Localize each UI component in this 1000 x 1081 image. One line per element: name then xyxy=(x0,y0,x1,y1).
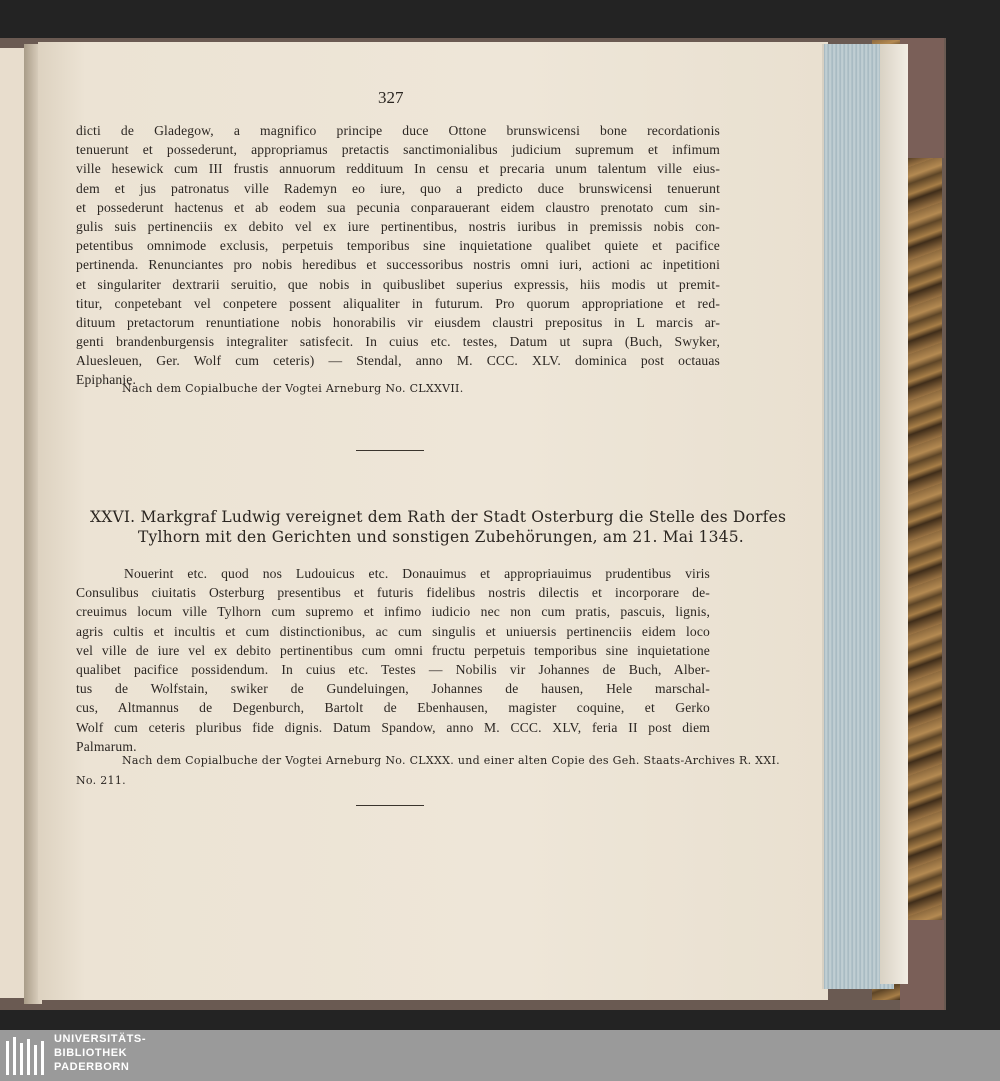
text-line: tenuerunt et possederunt, appropriamus pretactis sanctimonialibus judicium supremum et infimum xyxy=(76,142,720,158)
text-line: pertinenda. Renunciantes pro nobis heredibus et successoribus nostris omni iuri, actioni ac inpetitioni xyxy=(76,257,720,273)
text-line: qualibet pacifice possidendum. In cuius etc. Testes — Nobilis vir Johannes de Buch, Alber- xyxy=(76,661,710,677)
text-line: et possederunt hactenus et ab eodem sua pecunia conparauerant eidem claustro prenotato cum sin- xyxy=(76,199,720,215)
text-line: Epiphanie. xyxy=(76,372,137,388)
source-note-1: Nach dem Copialbuche der Vogtei Arneburg No. CLXXVII. xyxy=(122,382,464,395)
page-edges-light xyxy=(880,44,908,984)
text-line: vel ville de iure vel ex debito pertinentibus cum omni fructu perpetuis temporibus sine inquietatione xyxy=(76,642,710,658)
footer-line-1: UNIVERSITÄTS- xyxy=(54,1033,147,1045)
footer-line-3: PADERBORN xyxy=(54,1061,130,1073)
text-line: petentibus omnimode exclusis, perpetuis temporibus sine inquietatione qualibet quiete et pacifice xyxy=(76,238,720,254)
text-line: dicti de Gladegow, a magnifico principe duce Ottone brunswicensi bone recordationis xyxy=(76,123,720,138)
text-line: creuimus locum ville Tylhorn cum supremo et infimo iudicio nec non cum pratis, pascuis, lignis, xyxy=(76,604,710,620)
text-line: Palmarum. xyxy=(76,738,137,754)
section-divider-2 xyxy=(356,805,424,806)
text-line: cus, Altmannus de Degenburch, Bartolt de Ebenhausen, magister coquine, et Gerko xyxy=(76,700,710,716)
text-line: Aluesleuen, Ger. Wolf cum ceteris) — Stendal, anno M. CCC. XLV. dominica post octauas xyxy=(76,353,720,369)
section-heading-line-2: Tylhorn mit den Gerichten und sonstigen Zubehörungen, am 21. Mai 1345. xyxy=(138,528,744,546)
text-line: agris cultis et incultis et cum distinctionibus, ac cum singulis et uniuersis pertinenciis eidem loco xyxy=(76,623,710,639)
text-line: tus de Wolfstain, swiker de Gundeluingen, Johannes de hausen, Hele marschal- xyxy=(76,681,710,697)
text-line: titur, conpetebant vel conpetere possent aliqualiter in futurum. Pro quorum appropriatione et red- xyxy=(76,295,720,311)
footer-line-2: BIBLIOTHEK xyxy=(54,1047,128,1059)
text-line: gulis suis pertinenciis ex debito vel ex iure pertinentibus, nostris iuribus in premissis nobis con- xyxy=(76,218,720,234)
source-note-2-line-2: No. 211. xyxy=(76,774,126,787)
page-number: 327 xyxy=(378,88,404,107)
text-line: ville hesewick cum III frustis annuorum reddituum In censu et precaria unum talentum ville eius- xyxy=(76,161,720,177)
university-library-logo-icon xyxy=(2,1033,48,1079)
section-divider-1 xyxy=(356,450,424,451)
text-line: Wolf cum ceteris pluribus fide dignis. Datum Spandow, anno M. CCC. XLV, feria II post diem xyxy=(76,719,710,735)
text-line: dituum pretactorum renuntiatione nobis honorabilis vir eiusdem claustri prepositus in L marcis ar- xyxy=(76,314,720,330)
text-line: et singulariter dextrarii seruitio, que nobis in quibuslibet superius expressis, hiis modis ut premit- xyxy=(76,276,720,292)
text-line: genti brandenburgensis integraliter satisfecit. In cuius etc. testes, Datum ut supra (Buch, Swyker, xyxy=(76,334,720,350)
section-heading-line-1: XXVI. Markgraf Ludwig vereignet dem Rath der Stadt Osterburg die Stelle des Dorfes xyxy=(90,508,787,526)
text-line: Nouerint etc. quod nos Ludouicus etc. Donauimus et appropriauimus prudentibus viris xyxy=(124,566,710,581)
text-line: Consulibus ciuitatis Osterburg presentibus et futuris fidelibus nostris dilectis et incorporare de- xyxy=(76,585,710,601)
paragraph-2 xyxy=(76,564,710,756)
paragraph-1 xyxy=(76,121,720,390)
left-page-edge xyxy=(0,48,27,998)
source-note-2-line-1: Nach dem Copialbuche der Vogtei Arneburg No. CLXXX. und einer alten Copie des Geh. Staats-Archives R. XXI. xyxy=(122,754,780,767)
library-footer-bar xyxy=(0,1030,1000,1081)
text-line: dem et jus patronatus ville Rademyn eo iure, quo a predicto duce brunswicensi tenuerunt xyxy=(76,180,720,196)
